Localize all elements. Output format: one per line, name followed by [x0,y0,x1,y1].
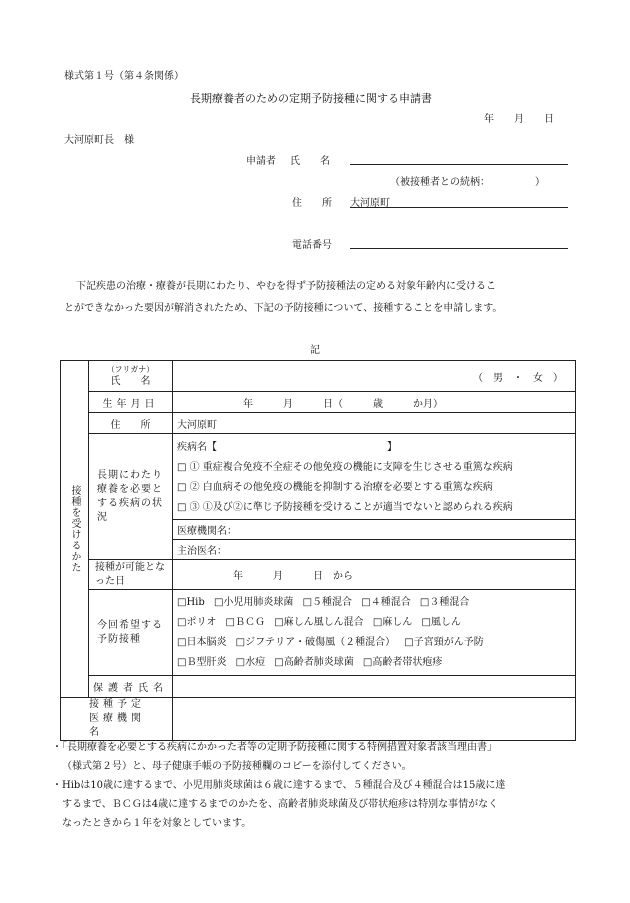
birth-label: 生年月日 [89,392,173,413]
applicant-address-value: 大河原町 [350,198,390,209]
note-1b: （様式第２号）と、母子健康手帳の予防接種欄のコピーを添付してください。 [62,761,412,772]
addressee: 大河原町長 様 [64,135,134,146]
vaccine-bcg[interactable]: □ＢＣＧ [225,617,265,628]
sex-select[interactable]: （ 男 ・ 女 ） [473,372,563,384]
condition-option-3[interactable]: □ ③ ①及び②に準じ予防接種を受けることが適当でないと認められる疾病 [177,501,513,513]
submission-date: 年 月 日 [484,114,554,125]
birth-field[interactable]: 年 月 日（ 歳 か月） [173,392,576,413]
doctor-field[interactable]: 主治医名： [173,540,576,560]
ki-label: 記 [310,345,320,356]
possible-date-field[interactable]: 年 月 日 から [173,560,576,590]
vaccine-options-cell [173,590,576,676]
vaccine-5-combo[interactable]: □５種混合 [302,597,353,608]
phone-field[interactable] [350,248,568,249]
recipient-side-cell [61,361,89,698]
recipient-address-label: 住 所 [89,413,173,434]
vaccine-mr[interactable]: □麻しん風しん混合 [274,617,364,628]
clinic-label: 接種予定医療機関名 [61,698,173,741]
body-text-line2: とができなかった要因が解消されたため、下記の予防接種について、接種することを申請します。 [64,303,503,314]
vaccine-polio[interactable]: □ポリオ [177,617,217,628]
condition-options-cell [173,434,576,520]
clinic-field[interactable] [173,698,576,741]
vaccine-rubella[interactable]: □風しん [421,617,461,628]
note-2c: なったときから１年を対象としています。 [62,818,252,829]
phone-label: 電話番号 [292,240,332,251]
vaccine-japanese-encephalitis[interactable]: □日本脳炎 [177,637,227,648]
body-text-line1: 下記疾患の治療・療養が長期にわたり、やむを得ず予防接種法の定める対象年齢内に受けるこ [76,281,496,292]
name-label-cell [89,361,173,392]
vaccine-measles[interactable]: □麻しん [372,617,413,628]
condition-label-cell [89,434,173,560]
application-table [60,360,576,741]
vaccine-4-combo[interactable]: □４種混合 [361,597,411,608]
vaccine-pneumococcal-elderly[interactable]: □高齢者肺炎球菌 [274,657,354,668]
vaccine-dt[interactable]: □ジフテリア・破傷風（２種混合） [235,637,396,648]
vaccine-herpes-zoster[interactable]: □高齢者帯状疱疹 [362,657,443,668]
form-number: 様式第１号（第４条関係） [64,71,184,82]
vaccine-hpv[interactable]: □子宮頸がん予防 [404,637,484,648]
guardian-label: 保護者氏名 [89,676,173,698]
notes [52,738,582,833]
recipient-address-field[interactable]: 大河原町 [173,413,576,434]
vaccine-3-combo[interactable]: □３種混合 [419,597,470,608]
note-2b: するまで、ＢＣＧは4歳に達するまでのかたを、高齢者肺炎球菌及び帯状疱疹は特別な事情がなく [62,799,499,810]
applicant-address-field[interactable] [350,207,568,208]
possible-date-label: 接種が可能となった日 [89,560,173,590]
furigana-label: （フリガナ） [106,365,155,374]
relation-label: （被接種者との続柄： ） [390,177,545,188]
note-2a: ・Hibは10歳に達するまで、小児用肺炎球菌は６歳に達するまで、５種混合及び４種混合は15歳に達 [52,780,506,791]
vaccine-hepatitis-b[interactable]: □Ｂ型肝炎 [177,657,227,668]
vaccine-hib[interactable]: □Hib [177,597,205,608]
note-1a: ・「長期療養を必要とする疾病にかかった者等の定期予防接種に関する特例措置対象者該当理由書」 [52,742,497,753]
applicant-address-label: 住 所 [292,198,332,209]
condition-option-1[interactable]: □ ① 重症複合免疫不全症その他免疫の機能に支障を生じさせる重篤な疾病 [177,461,513,473]
applicant-label: 申請者 [246,156,276,167]
vaccine-varicella[interactable]: □水痘 [235,657,266,668]
recipient-side-label: 接種を受けるかた [69,485,80,573]
condition-label: 長期にわたり療養を必要とする疾病の状況 [97,469,163,523]
form-title: 長期療養者のための定期予防接種に関する申請書 [190,92,432,105]
applicant-name-field[interactable] [350,164,568,165]
recipient-name-field[interactable] [173,361,576,392]
hospital-field[interactable]: 医療機関名： [173,520,576,540]
vaccine-label: 今回希望する予防接種 [89,590,173,676]
recipient-name-label: 氏 名 [110,376,151,387]
disease-name-field[interactable]: 疾病名【 】 [177,441,397,453]
condition-option-2[interactable]: □ ② 白血病その他免疫の機能を抑制する治療を必要とする重篤な疾病 [177,481,493,493]
guardian-field[interactable] [173,676,576,698]
applicant-name-label: 氏 名 [290,156,330,167]
vaccine-pneumococcal-child[interactable]: □小児用肺炎球菌 [213,597,294,608]
